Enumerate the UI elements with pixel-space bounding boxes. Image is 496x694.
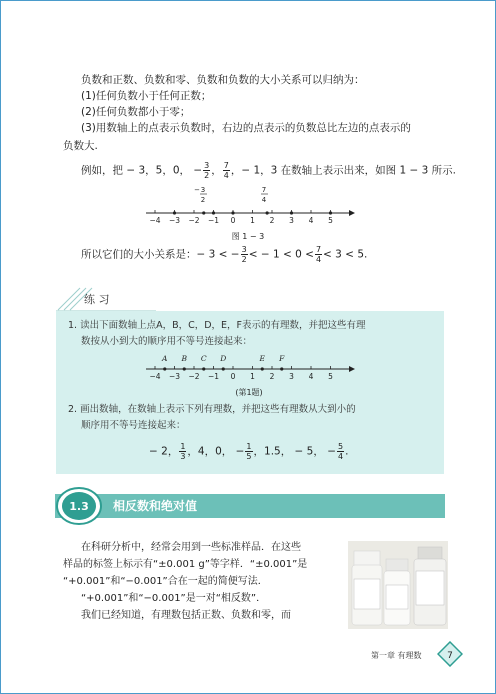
number-line-exercise-1 [141,353,356,399]
fraction-denominator: 3 [180,452,186,461]
summary-paragraph: 负数和正数、负数和零、负数和负数的大小关系可以归纳为： [81,74,365,86]
section-number-badge [55,486,103,526]
rule-3-line2: 负数大. [63,140,98,152]
point-label-7-4-den: 4 [261,196,267,204]
bottle-cap [386,559,408,571]
tick-label: 5 [328,372,333,381]
relation-suffix: < 3 < 5. [323,248,368,261]
fraction-numerator: 7 [223,161,229,170]
tick-label: 1 [250,372,255,381]
fraction-3-2 [241,245,248,264]
point-label-a: A [162,354,168,363]
exercise-title: 练 习 [84,293,110,306]
exercise-2-number-list [149,442,348,461]
tick-label: −1 [207,372,220,381]
body-line-1: 在科研分析中，经常会用到一些标准样品．在这些 [81,542,301,553]
relation-middle: < − 1 < 0 < [248,248,314,261]
relation-prefix: 所以它们的大小关系是：− 3 < − [81,248,240,261]
bottle-label [386,585,408,609]
exercise-point [163,367,166,370]
example-prefix: 例如，把 − 3，5，0， − [81,164,203,177]
number-point [173,211,176,214]
fraction-5-4 [337,442,344,461]
page-number: 7 [447,651,453,661]
fraction-numerator: 1 [180,442,186,451]
exercise-point [202,367,205,370]
tick-label: −3 [168,216,181,225]
list-part: . [345,445,349,458]
exercise-point [183,367,186,370]
tick-label: −1 [207,216,220,225]
fraction-denominator: 4 [338,452,344,461]
point-label-c: C [200,354,207,363]
example-suffix: ，− 1，3 在数轴上表示出来，如图 1 − 3 所示. [230,164,457,177]
fraction-denominator: 2 [204,171,210,180]
fraction-neg-3-2 [203,161,210,180]
rule-2: (2)任何负数都小于零； [81,106,191,118]
exercise-2-line1: 2. 画出数轴，在数轴上表示下列有理数，并把这些有理数从大到小的 [68,404,356,415]
fraction-denominator: 4 [223,171,229,180]
sample-bottles-photo [348,541,448,629]
point-label-7-4-num: 7 [261,186,267,194]
axis-ticks [149,210,333,225]
section-title: 相反数和绝对值 [113,499,198,513]
exercise-point [261,367,264,370]
tick-label: −2 [188,372,200,381]
point-label-e: E [259,354,265,363]
body-line-2: 样品的标签上标示有“±0.001 g”等字样．“±0.001”是 [63,559,308,570]
tick-label: 0 [230,216,236,225]
list-part: ，1.5， − 5， − [253,445,337,458]
bottle-label [416,571,444,605]
decorative-stripe [64,288,86,310]
point-label-d: D [220,354,227,363]
tick-label: 4 [308,372,314,381]
exercise-point [222,367,225,370]
example-sentence: 例如，把 − 3，5，0， − $\frac{3}{2}$ ， $\frac{7}{4}$ ，− 1，3 在数轴上表示出来，如图 1 − 3 所示. [81,161,457,180]
fraction-denominator: 5 [246,452,252,461]
section-number: 1.3 [69,500,89,513]
rule-1: (1)任何负数小于任何正数； [81,90,212,102]
exercise-1-line1: 1. 读出下面数轴上点A，B，C，D，E，F表示的有理数，并把这些有理 [68,320,366,331]
tick-label: 3 [289,216,294,225]
page-number-badge [437,641,463,667]
number-point [290,211,293,214]
fraction-numerator: 7 [315,245,322,254]
figure-caption: 图 1 − 3 [231,232,265,241]
fraction-7-4 [315,245,322,264]
number-point [202,211,205,214]
exercise-2-line2: 顺序用不等号连接起来： [81,420,186,431]
point-label-neg-3-2-num: 3 [200,186,206,194]
fraction-denominator: 2 [241,255,247,264]
fraction-1-5 [245,442,252,461]
number-point [231,211,234,214]
fraction-numerator: 3 [204,161,210,170]
footer-chapter: 第一章 有理数 [371,651,422,660]
number-point [266,211,269,214]
bottle-label [354,579,380,609]
number-line-figure-1-3 [141,183,356,241]
tick-label: −4 [149,216,161,225]
body-line-3: “+0.001”和“−0.001”合在一起的简便写法． [63,576,268,587]
tick-label: 3 [289,372,294,381]
list-part: ，4，0， − [187,445,245,458]
exercise-point [280,367,283,370]
axis-ticks [149,366,333,381]
tick-label: 0 [230,372,236,381]
body-line-4: “+0.001”和“−0.001”是一对“相反数”． [81,593,267,604]
point-label-b: B [181,354,188,363]
number-point [329,211,332,214]
body-line-5: 我们已经知道，有理数包括正数、负数和零，而 [81,610,291,621]
fraction-numerator: 5 [338,442,344,451]
exercise-1-line2: 数按从小到大的顺序用不等号连接起来： [81,336,253,347]
point-label-neg-3-2-den: 2 [200,196,206,204]
tick-label: −3 [168,372,181,381]
tick-label: 2 [269,216,275,225]
fraction-7-4 [223,161,230,180]
minus-sign: − [194,186,200,194]
exercise-1-caption: (第1题) [235,388,263,397]
fraction-denominator: 4 [315,255,322,264]
axis-points [161,354,285,371]
axis-arrow [349,366,355,372]
tick-label: 1 [250,216,255,225]
fraction-numerator: 3 [241,245,247,254]
tick-label: 2 [269,372,275,381]
number-point [212,211,215,214]
tick-label: −2 [188,216,200,225]
tick-label: −4 [149,372,161,381]
relation-sentence [81,245,367,264]
decorative-stripe [58,288,80,310]
list-part: − 2， [149,445,179,458]
sample-bottles-illustration [348,541,448,629]
rule-3-line1: (3)用数轴上的点表示负数时，右边的点表示的负数总比左边的点表示的 [81,122,411,134]
axis-arrow [349,210,355,216]
tick-label: 5 [328,216,333,225]
bottle-cap [354,551,380,567]
fraction-1-3 [179,442,186,461]
fraction-numerator: 1 [246,442,252,451]
tick-label: 4 [308,216,314,225]
point-label-f: F [279,354,285,363]
